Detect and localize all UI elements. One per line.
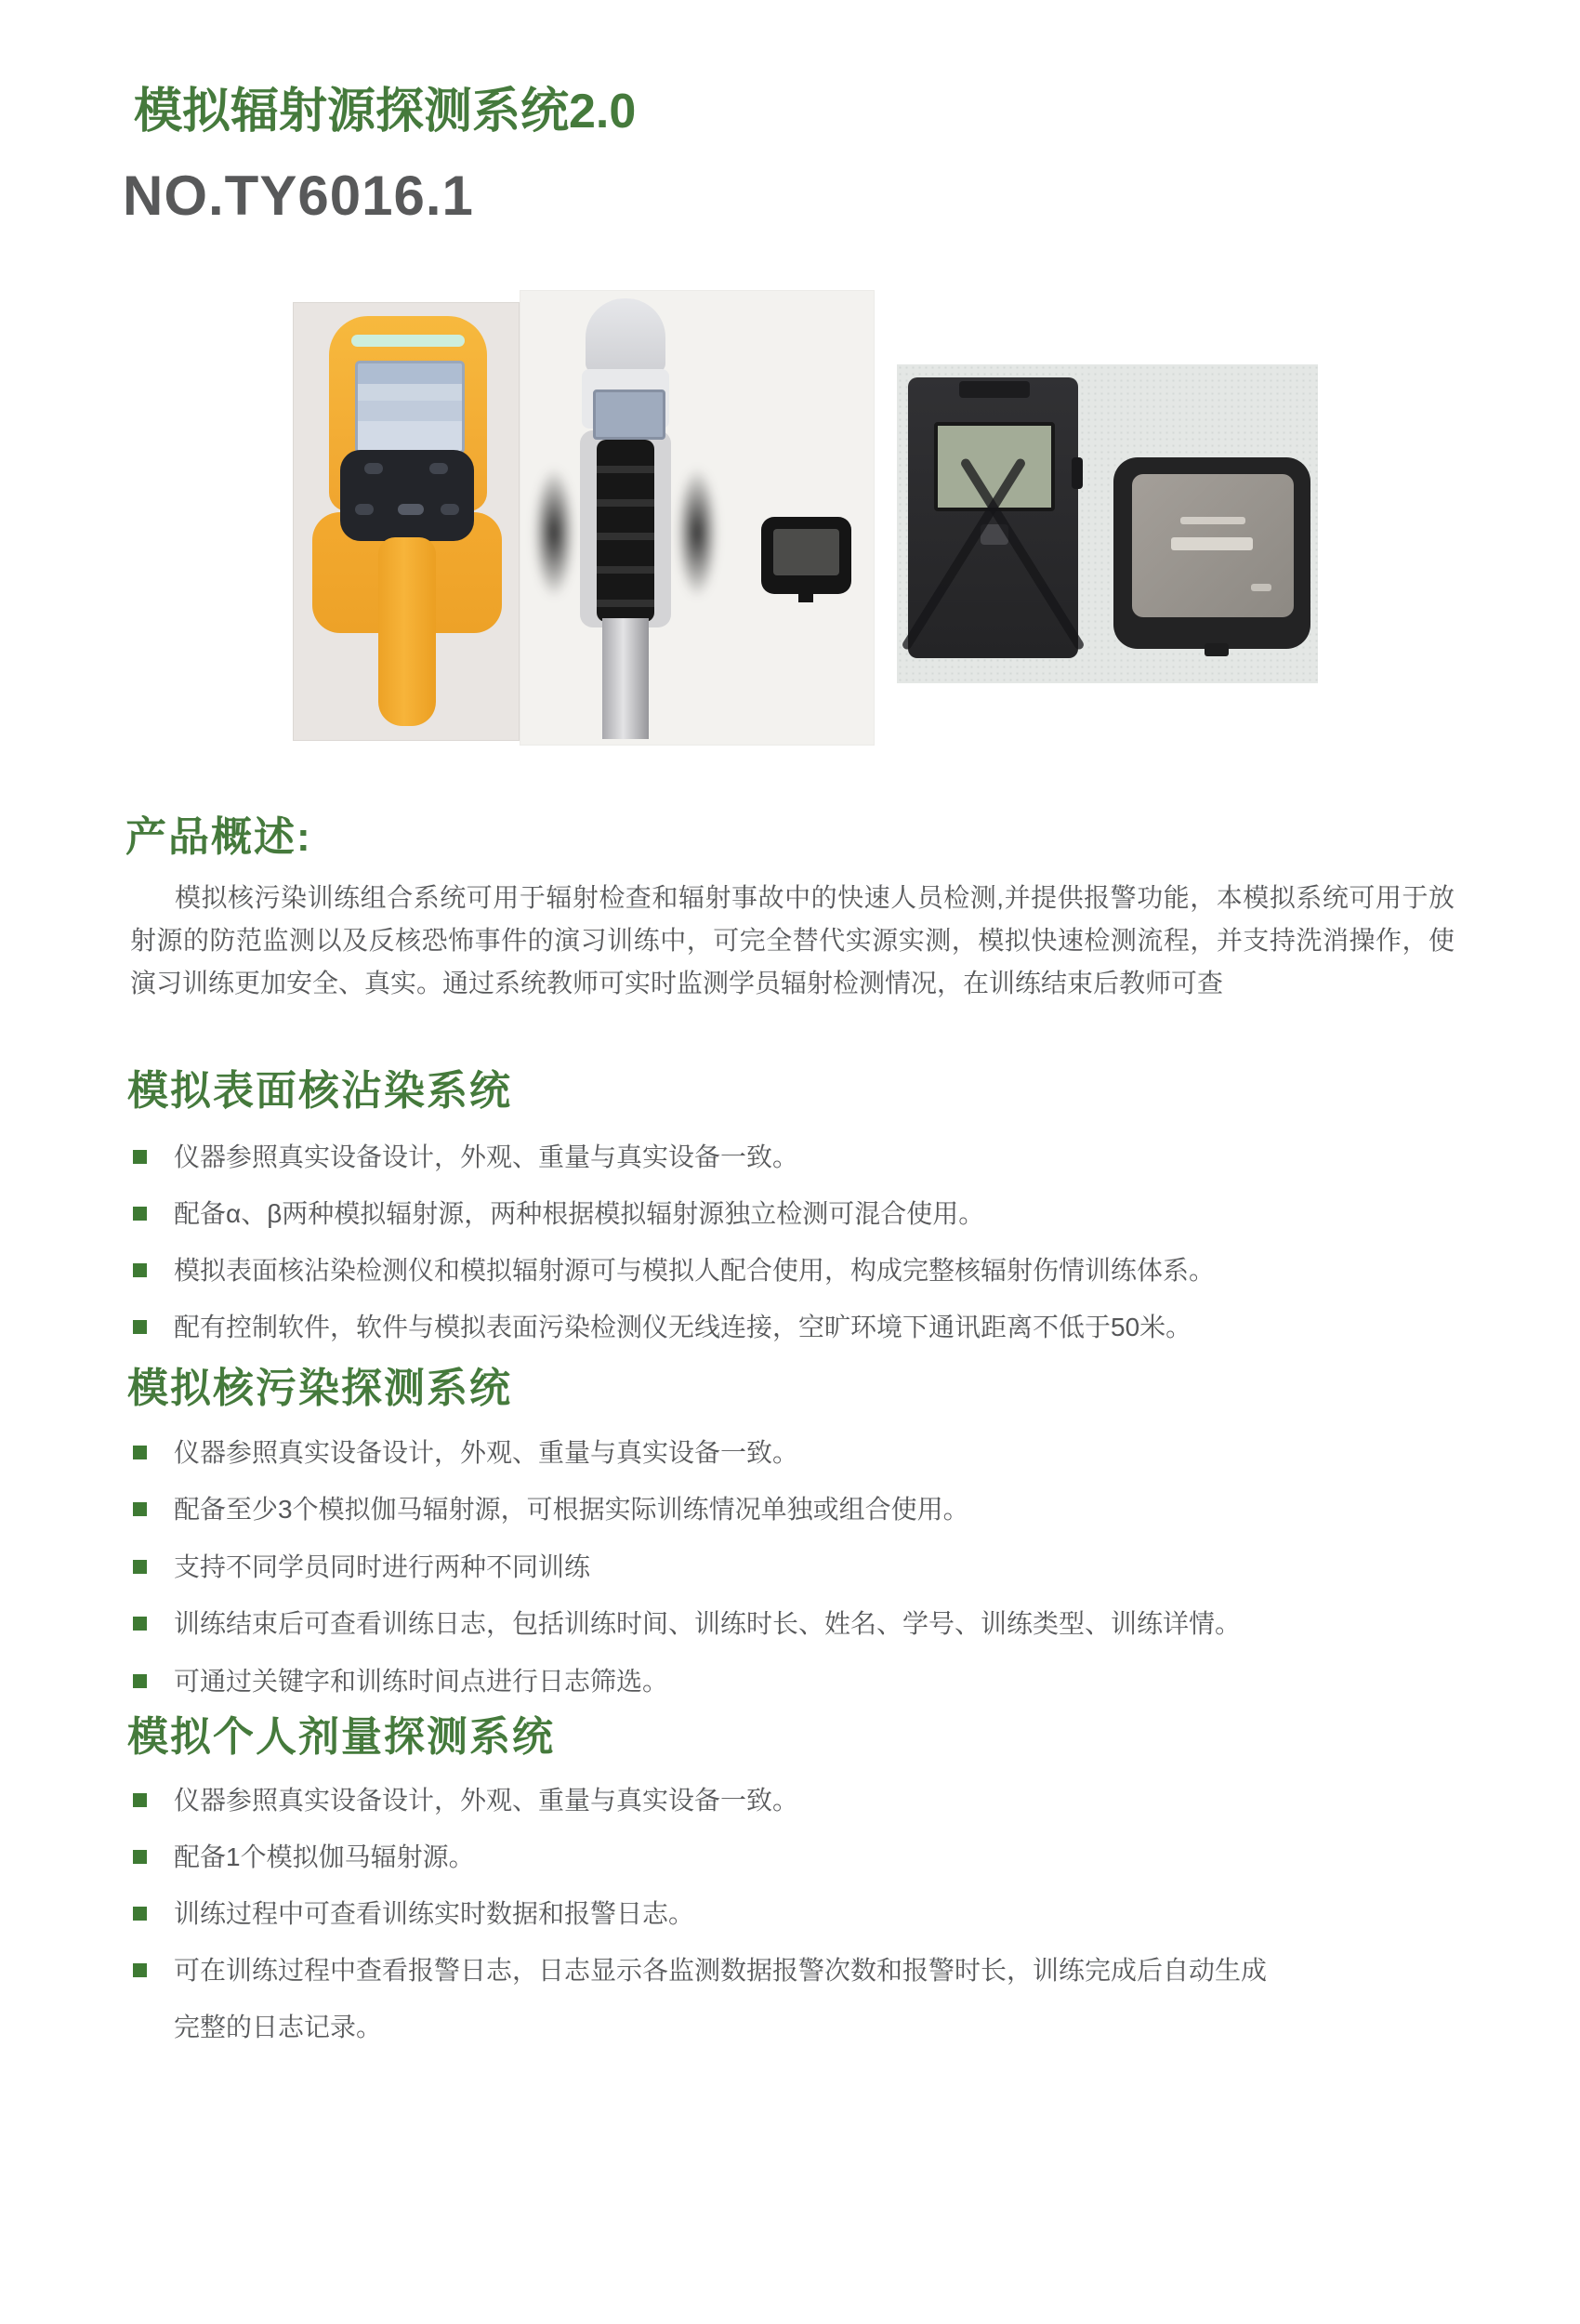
bullet-text: 可通过关键字和训练时间点进行日志筛选。 (174, 1667, 669, 1696)
bullet-text: 配备α、β两种模拟辐射源，两种根据模拟辐射源独立检测可混合使用。 (174, 1199, 985, 1228)
section-heading-contamination-system: 模拟核污染探测系统 (127, 1366, 512, 1411)
bullet-item (133, 1885, 694, 1942)
bullet-text: 训练结束后可查看训练日志，包括训练时间、训练时长、姓名、学号、训练类型、训练详情。 (174, 1609, 1242, 1638)
detector-button (398, 504, 424, 515)
overview-paragraph: 模拟核污染训练组合系统可用于辐射检查和辐射事故中的快速人员检测,并提供报警功能，本模拟系统可用于放射源的防范监测以及反核恐怖事件的演习训练中，可完全替代实源实测，模拟快速检测流程，并支持洗消操作，使演习训练更加安全、真实。通过系统教师可实时监测学员辐射检测情况，在训练结束后教师可查 (130, 883, 1455, 997)
detector-button (441, 504, 459, 515)
personal-dosimeter (908, 377, 1078, 658)
section-heading-dose-system: 模拟个人剂量探测系统 (127, 1714, 555, 1760)
bullet-text: 配有控制软件，软件与模拟表面污染检测仪无线连接，空旷环境下通讯距离不低于50米。 (174, 1313, 1192, 1341)
bullet-square-icon (133, 1320, 147, 1334)
dosimeter-clip (959, 381, 1030, 398)
detector-lcd-screen (355, 361, 465, 454)
wand-lcd-screen (593, 390, 665, 440)
shadow-blob (677, 468, 718, 598)
bullet-square-icon (133, 1263, 147, 1277)
wand-ribbed-grip (597, 440, 654, 622)
detector-button (429, 463, 448, 474)
page-title: 模拟辐射源探测系统2.0 (134, 85, 637, 139)
bullet-text: 支持不同学员同时进行两种不同训练 (174, 1552, 591, 1581)
bullet-text: 配备1个模拟伽马辐射源。 (174, 1842, 475, 1871)
bullet-square-icon (133, 1207, 147, 1221)
bullet-item (133, 1772, 798, 1829)
bullet-text: 训练过程中可查看训练实时数据和报警日志。 (174, 1899, 695, 1928)
source-device-stub (798, 591, 813, 602)
bullet-square-icon (133, 1560, 147, 1574)
bullet-item (133, 1653, 668, 1710)
bullet-square-icon (133, 1907, 147, 1921)
bullet-item (133, 1185, 984, 1242)
case-label-mark (1171, 537, 1253, 550)
detector-handle (378, 537, 436, 726)
case-latch (1205, 643, 1229, 656)
detector-button (355, 504, 374, 515)
simulated-source-device (761, 517, 851, 594)
section-heading-surface-system: 模拟表面核沾染系统 (127, 1068, 512, 1114)
wand-shaft (602, 618, 649, 739)
detector-button-panel (340, 450, 474, 541)
bullet-item (133, 1129, 798, 1185)
wand-top-cap (586, 298, 665, 373)
bullet-item (133, 1595, 1241, 1652)
bullet-square-icon (133, 1793, 147, 1807)
bullet-item (133, 1538, 590, 1595)
case-lid (1132, 474, 1294, 617)
bullet-square-icon (133, 1446, 147, 1459)
surface-detector-photo (293, 302, 520, 741)
bullet-text: 模拟表面核沾染检测仪和模拟辐射源可与模拟人配合使用，构成完整核辐射伤情训练体系。 (174, 1256, 1216, 1285)
dosimeter-photo (897, 364, 1318, 683)
bullet-square-icon (133, 1150, 147, 1164)
case-label-mark (1180, 517, 1245, 524)
bullet-item (133, 1481, 969, 1538)
bullet-text: 仪器参照真实设备设计，外观、重量与真实设备一致。 (174, 1786, 799, 1815)
bullet-square-icon (133, 1502, 147, 1516)
probe-wand-photo (520, 290, 875, 746)
bullet-item (133, 1424, 798, 1481)
bullet-square-icon (133, 1963, 147, 1977)
bullet-text: 可在训练过程中查看报警日志，日志显示各监测数据报警次数和报警时长，训练完成后自动生成完整的日志记录。 (174, 1956, 1268, 2041)
bullet-item (133, 1942, 1280, 2055)
bullet-square-icon (133, 1850, 147, 1864)
dosimeter-side-knob (1072, 457, 1083, 489)
case-label-mark (1251, 584, 1271, 591)
detector-indicator-strip (351, 335, 465, 347)
carrying-case (1113, 457, 1310, 649)
shadow-blob (533, 468, 574, 598)
bullet-text: 仪器参照真实设备设计，外观、重量与真实设备一致。 (174, 1438, 799, 1467)
model-number: NO.TY6016.1 (123, 165, 474, 227)
detector-button (364, 463, 383, 474)
bullet-square-icon (133, 1674, 147, 1688)
bullet-square-icon (133, 1617, 147, 1631)
bullet-text: 配备至少3个模拟伽马辐射源，可根据实际训练情况单独或组合使用。 (174, 1495, 969, 1524)
bullet-text: 仪器参照真实设备设计，外观、重量与真实设备一致。 (174, 1142, 799, 1171)
bullet-item (133, 1299, 1192, 1355)
overview-heading: 产品概述: (125, 814, 312, 860)
bullet-item (133, 1829, 475, 1885)
source-device-screen (773, 529, 839, 575)
bullet-item (133, 1242, 1215, 1299)
